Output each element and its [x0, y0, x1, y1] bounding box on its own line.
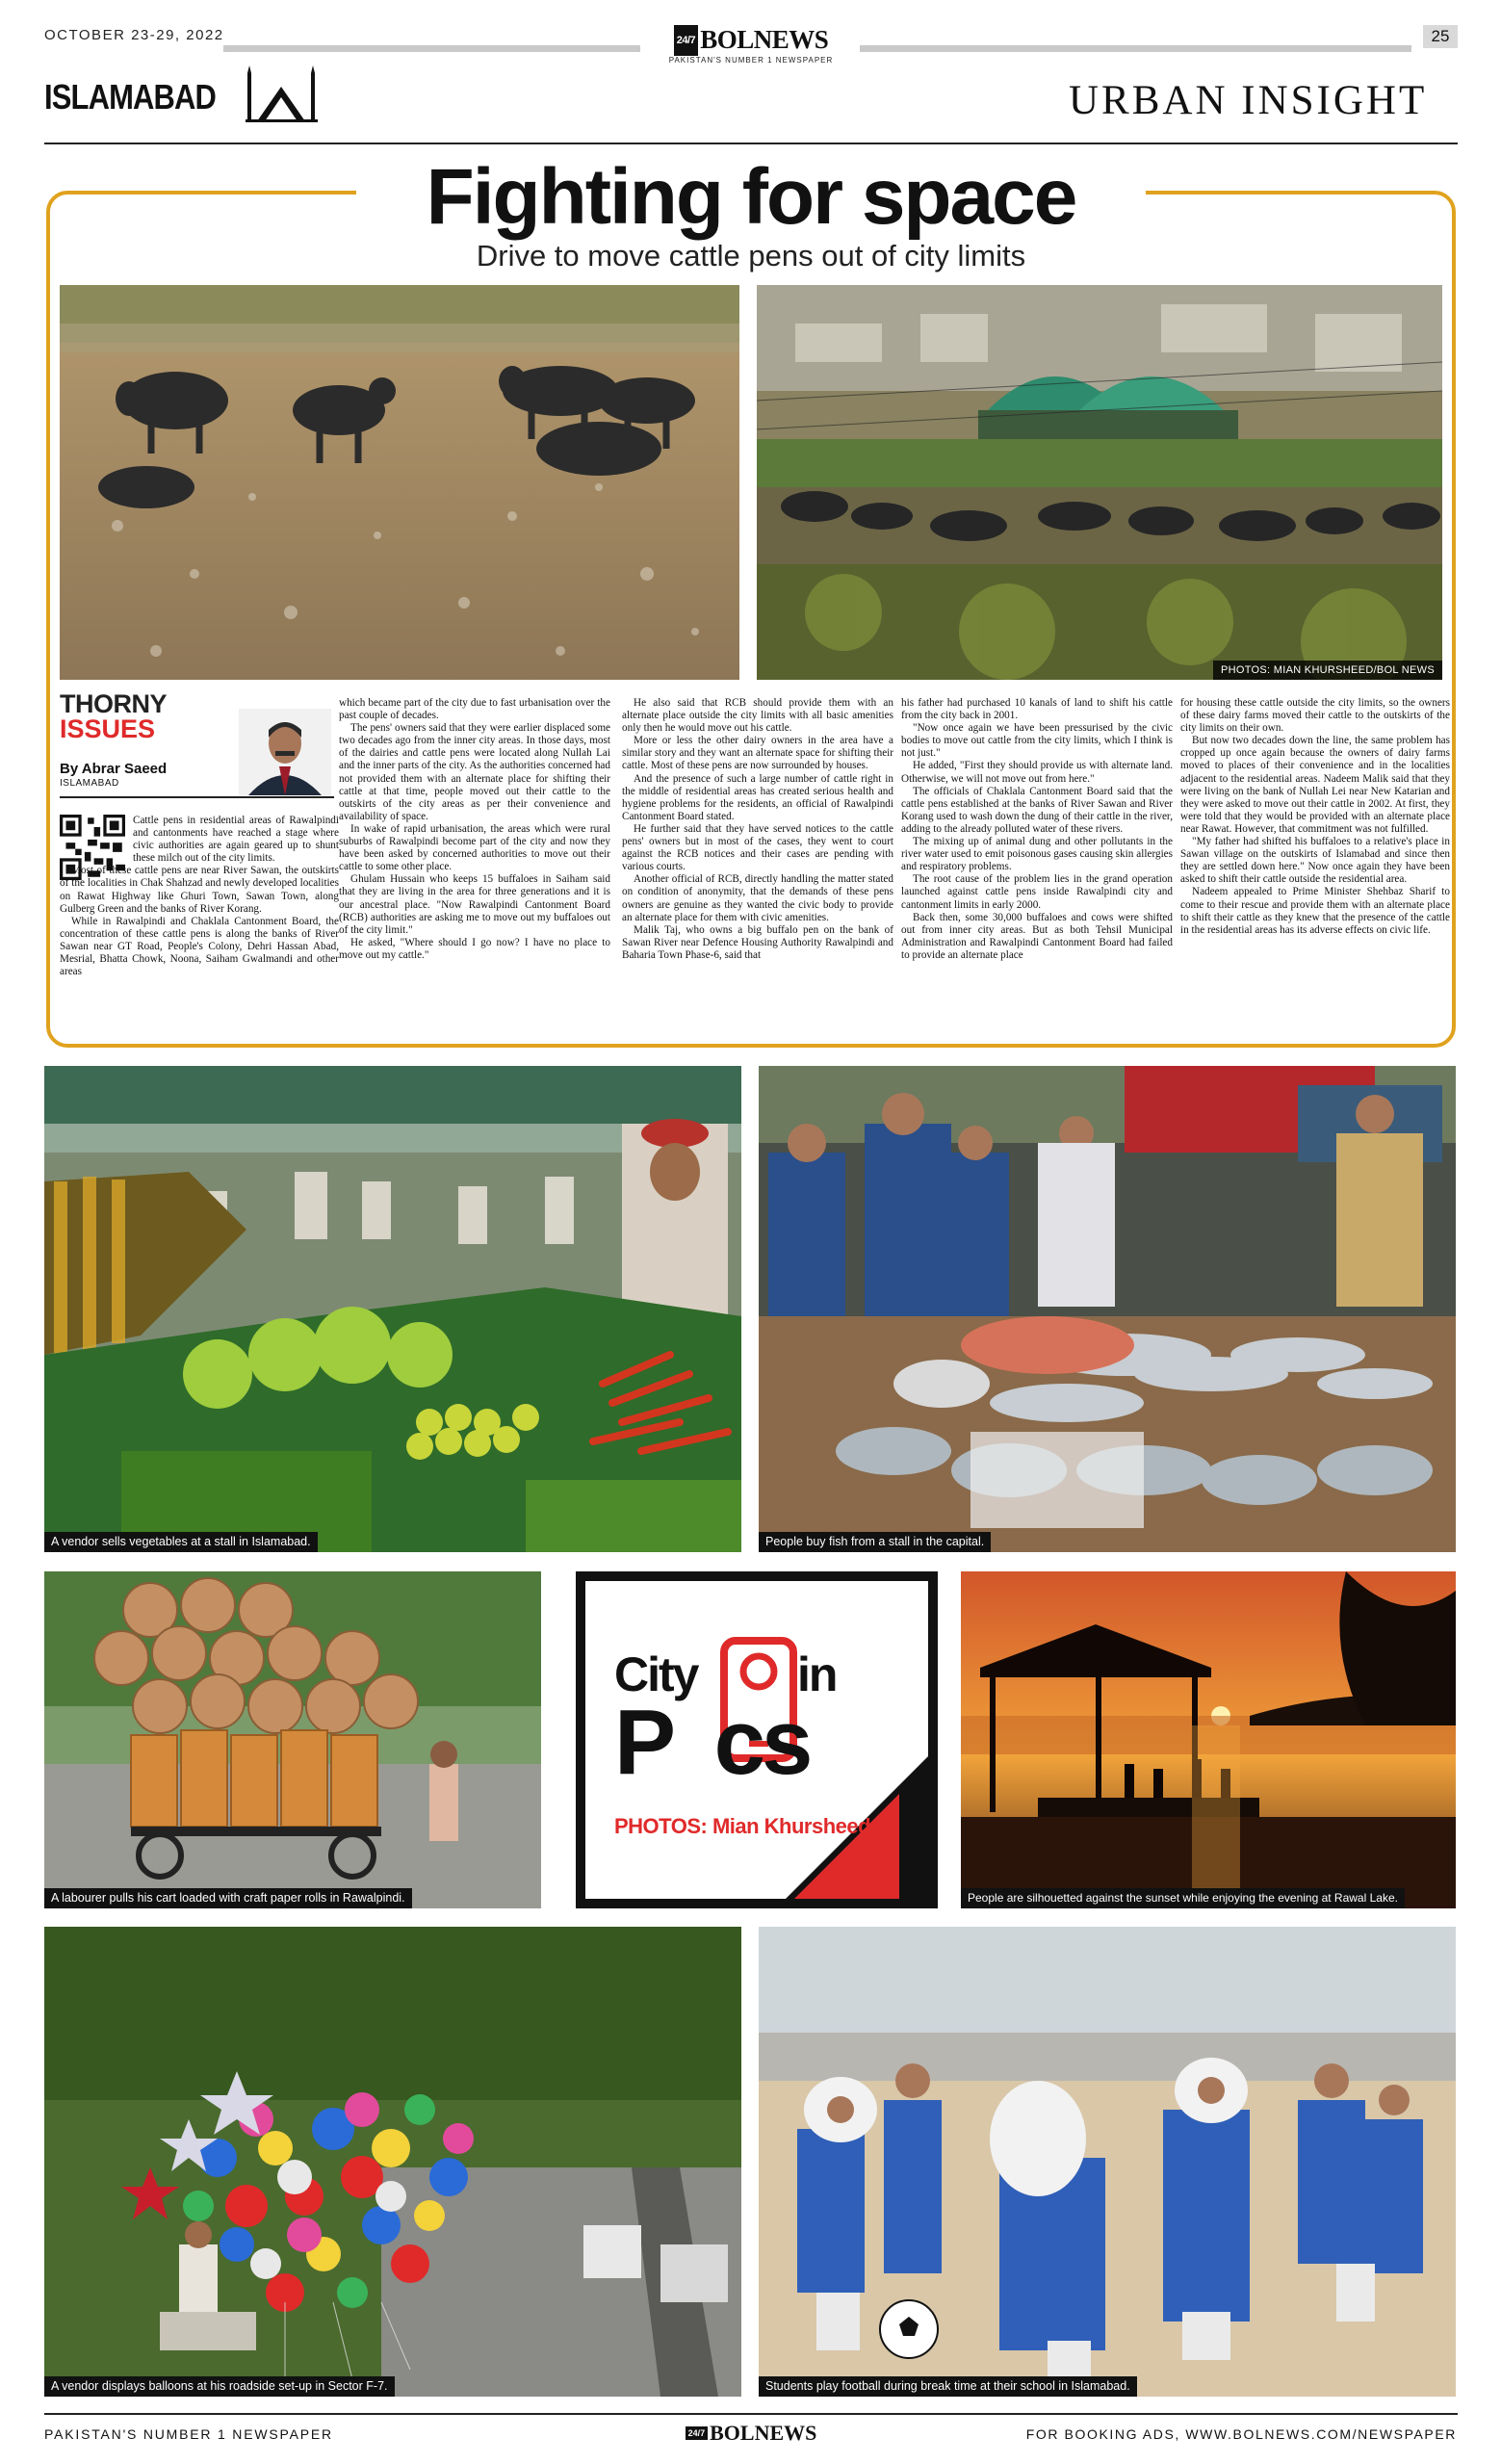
caption-fish: People buy fish from a stall in the capital.: [759, 1532, 991, 1552]
footer-rule: [44, 2413, 1458, 2415]
article-paragraph: "Now once again we have been pressurised by the civic bodies to move out cattle from the city limits, which I think is not just.": [901, 722, 1173, 760]
article-column-4: [901, 697, 1173, 1036]
article-paragraph: Nadeem appealed to Prime Minister Shehbaz Sharif to come to their rescue and provide them with an alternate place to shift their cattle as they knew that the presence of the cattle in the residential areas has its adverse effects on civic life.: [1180, 886, 1450, 936]
newspaper-logo[interactable]: [664, 25, 838, 65]
article-paragraph: Ghulam Hussain who keeps 15 buffaloes in Saiham said that they are living in the area for three generations and it is our ancestral place. "Now Rawalpindi Cantonment Board (RCB) authorities are asking me to move out my buffaloes out of the city limit.": [339, 873, 610, 936]
logo-word-city: City: [614, 1647, 698, 1701]
city-in-pics-logo: [576, 1571, 938, 1908]
faisal-mosque-skyline-icon: [246, 65, 318, 123]
footer-logo-box: 24/7: [686, 2426, 709, 2440]
logo-word-pics: P cs: [614, 1691, 810, 1794]
article-paragraph: Back then, some 30,000 buffaloes and cows were shifted out from inner city areas. But as both Tehsil Municipal Administration and Rawalpindi Cantonment Board had failed to provide an alternate place: [901, 911, 1173, 961]
column-label: [60, 691, 252, 741]
article-paragraph: He also said that RCB should provide them with an alternate place outside the city limits with all basic amenities only then he would move out his cattle.: [622, 697, 893, 735]
article-paragraph: Malik Taj, who owns a big buffalo pen on the bank of Sawan River near Defence Housing Authority Rawalpindi and Baharia Town Phase-6, said that: [622, 923, 893, 961]
article-paragraph: He further said that they have served notices to the cattle pens' owners but in most of the cases, they went to court against the RCB notices and their cases are pending with various courts.: [622, 822, 893, 873]
article-paragraph: The officials of Chaklala Cantonment Board said that the cattle pens established at the banks of River Sawan and River Korang used to wash down the dung of their cattle in the river, adding to the already polluted water of these rivers.: [901, 785, 1173, 835]
logo-corner-red: [793, 1794, 899, 1900]
masthead-rule-right: [860, 45, 1411, 52]
logo-box: 24/7: [674, 25, 698, 56]
article-paragraph: his father had purchased 10 kanals of land to shift his cattle from the city back in 2001.: [901, 697, 1173, 722]
issue-date: OCTOBER 23-29, 2022: [44, 27, 224, 43]
article-paragraph: But now two decades down the line, the same problem has cropped up once again because the owners of dairy farms moved to places of their convenience and in the localities adjacent to the residential areas. Nadeem Malik said that they were living on the bank of Nullah Lei near New Katarian and they were asked to move out their cattle in 2002. At first, they were told that they would be provided with an alternate place near Rawat. However, that commitment was not fulfilled.: [1180, 735, 1450, 835]
column-label-thorny: THORNY: [60, 689, 167, 718]
caption-balloons: A vendor displays balloons at his roadside set-up in Sector F-7.: [44, 2376, 395, 2397]
byline-rule: [60, 796, 334, 798]
article-paragraph: Most of these cattle pens are near River Sawan, the outskirts of the localities in Chak Shahzad and newly developed localities on Rawat Highway like Ghuri Town, Sawan Town, along Gulberg Green and the banks of River Korang.: [60, 865, 339, 915]
photo-buffaloes-dry-land: [60, 285, 739, 680]
photo-buffaloes-near-pens: [757, 285, 1442, 680]
photo-vegetable-stall: [44, 1066, 741, 1552]
byline-author: By Abrar Saeed: [60, 761, 168, 777]
story-headline: Fighting for space: [426, 153, 1076, 241]
photo-balloon-vendor: [44, 1927, 741, 2397]
footer-tagline: PAKISTAN'S NUMBER 1 NEWSPAPER: [44, 2426, 333, 2442]
article-paragraph: More or less the other dairy owners in the area have a similar story and they want an alternate space for shifting their cattle. Most of these pens are now surrounded by houses.: [622, 735, 893, 772]
photo-credit: PHOTOS: MIAN KHURSHEED/BOL NEWS: [1213, 661, 1442, 680]
logo-text: BOLNEWS: [700, 25, 829, 54]
article-paragraph: which became part of the city due to fast urbanisation over the past couple of decades.: [339, 697, 610, 722]
article-paragraph: In wake of rapid urbanisation, the areas which were rural suburbs of Rawalpindi become part of the city and now they have been asked by concerned authorities to move out their cattle to some other place.: [339, 822, 610, 873]
masthead-rule-left: [223, 45, 640, 52]
article-paragraph: The root cause of the problem lies in the grand operation launched against cattle pens inside Rawalpindi city and cantonment limits in early 2000.: [901, 873, 1173, 911]
article-paragraph: Another official of RCB, directly handling the matter stated on condition of anonymity, that the demands of these pens owners are genuine as they wanted the civic body to provide an alternate place for them with civic amenities.: [622, 873, 893, 923]
article-paragraph: The pens' owners said that they were earlier displaced some two decades ago from the inner city areas. In those days, most of the dairies and cattle pens were located along Nullah Lai and the inner parts of the city. As the authorities concerned had not provided them with an alternate place for shifting their cattle at that time, people moved out their cattle to the outskirts of the city areas as per their convenience and availability of space.: [339, 722, 610, 822]
caption-sunset: People are silhouetted against the sunset while enjoying the evening at Rawal Lake.: [961, 1888, 1405, 1908]
section-label-islamabad: ISLAMABAD: [44, 77, 217, 117]
logo-tagline: PAKISTAN'S NUMBER 1 NEWSPAPER: [668, 56, 834, 65]
caption-labourer: A labourer pulls his cart loaded with craft paper rolls in Rawalpindi.: [44, 1888, 412, 1908]
article-paragraph: Cattle pens in residential areas of Rawalpindi and cantonments have reached a stage where civic authorities are again geared up to shunt these milch out of the city limits.: [133, 815, 339, 865]
article-column-3: [622, 697, 893, 1036]
section-label-urban-insight: URBAN INSIGHT: [1069, 78, 1428, 123]
article-column-2: [339, 697, 610, 1036]
logo-word-in: in: [797, 1647, 837, 1701]
photo-fish-stall: [759, 1066, 1456, 1552]
photo-labourer-cart: [44, 1571, 541, 1908]
article-paragraph: He added, "First they should provide us with alternate land. Otherwise, we will not move out from here.": [901, 760, 1173, 785]
masthead-divider: [44, 143, 1458, 144]
article-column-5: [1180, 697, 1450, 1036]
footer-logo[interactable]: [664, 2421, 838, 2446]
article-paragraph: "My father had shifted his buffaloes to a relative's place in Sawan village on the outskirts of Islamabad and since then they are settled down here." Now once again they have been asked to shift their cattle outside the residential area.: [1180, 836, 1450, 886]
caption-football: Students play football during break time at their school in Islamabad.: [759, 2376, 1137, 2397]
article-paragraph: for housing these cattle outside the city limits, so the owners of these dairy farms moved their cattle to the outskirts of the city limits on their own.: [1180, 697, 1450, 735]
photo-students-football: [759, 1927, 1456, 2397]
article-column-1: [60, 815, 339, 1036]
author-photo: [239, 709, 331, 795]
footer-logo-text: BOLNEWS: [710, 2421, 817, 2445]
column-label-issues: ISSUES: [60, 714, 156, 743]
caption-vegetables: A vendor sells vegetables at a stall in Islamabad.: [44, 1532, 318, 1552]
footer-booking-ads-link[interactable]: FOR BOOKING ADS, WWW.BOLNEWS.COM/NEWSPAPER: [1025, 2426, 1457, 2442]
article-paragraph: He asked, "Where should I go now? I have no place to move out my cattle.": [339, 936, 610, 961]
city-in-pics-credit: PHOTOS: Mian Khursheed: [614, 1814, 871, 1838]
article-paragraph: While in Rawalpindi and Chaklala Cantonment Board, the concentration of these cattle pens is along the banks of River Sawan near GT Road, People's Colony, Dehri Hassan Abad, Mesrial, Bhatta Chowk, Noona, Saiham Gwalmandi and other areas: [60, 915, 339, 978]
article-paragraph: And the presence of such a large number of cattle right in the middle of residential areas has created serious health and hygiene problems for the residents, an official of Rawalpindi Cantonment Board stated.: [622, 772, 893, 822]
page-number: 25: [1423, 25, 1458, 48]
article-paragraph: The mixing up of animal dung and other pollutants in the river water used to emit poisonous gases causing skin allergies and respiratory problems.: [901, 836, 1173, 873]
byline-location: ISLAMABAD: [60, 778, 119, 789]
story-subhead: Drive to move cattle pens out of city limits: [476, 239, 1026, 272]
photo-rawal-lake-sunset: [961, 1571, 1456, 1908]
